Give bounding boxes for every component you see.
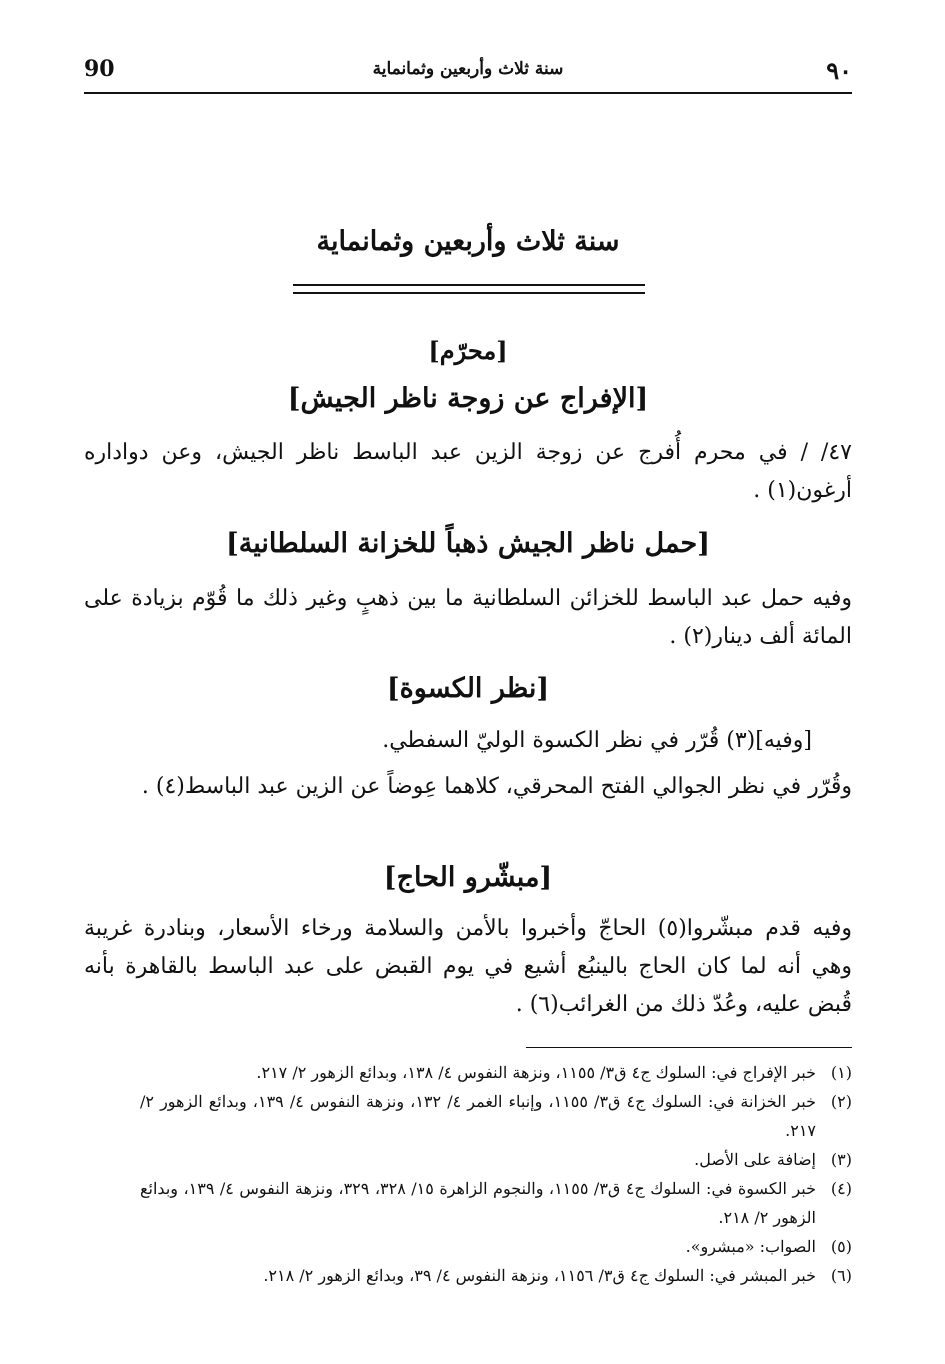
footnote-text: خبر الإفراج في: السلوك ج٤ ق٣/ ١١٥٥، ونزهة النفوس ٤/ ١٣٨، وبدائع الزهور ٢/ ٢١٧. xyxy=(256,1063,816,1082)
footnote-text: الصواب: «مبشرو». xyxy=(685,1237,816,1256)
footnote xyxy=(140,1087,852,1145)
paragraph: وفيه قدم مبشّروا(٥) الحاجّ وأخبروا بالأمن والسلامة ورخاء الأسعار، وبنادرة غريبة وهي أنه لما كان الحاج بالينبُع أشيع في يوم القبض على عبد الباسط بالقاهرة بأنه قُبض عليه، وعُدّ ذلك من الغرائب(٦) . xyxy=(84,916,853,1017)
footnote xyxy=(140,1261,852,1290)
footnote-number: (٣) xyxy=(830,1150,852,1169)
page-number-arabic: ٩٠ xyxy=(826,56,852,85)
footnote-separator xyxy=(526,1047,852,1048)
section-heading: [نظر الكسوة] xyxy=(386,673,550,704)
footnote-text: خبر الكسوة في: السلوك ج٤ ق٣/ ١١٥٥، والنجوم الزاهرة ١٥/ ٣٢٨، ٣٢٩، ونزهة النفوس ٤/ ١٣٩، وبدائع الزهور ٢/ ٢١٨. xyxy=(140,1179,817,1227)
footnote xyxy=(140,1174,852,1232)
section-heading: [حمل ناظر الجيش ذهباً للخزانة السلطانية] xyxy=(225,528,711,559)
month-heading: [محرّم] xyxy=(428,336,508,365)
footnote-number: (٢) xyxy=(830,1092,852,1111)
footnote-number: (٦) xyxy=(830,1266,852,1285)
footnote xyxy=(140,1232,852,1261)
footnote-number: (٤) xyxy=(830,1179,852,1198)
footnotes xyxy=(140,1058,852,1290)
section-heading: [الإفراج عن زوجة ناظر الجيش] xyxy=(287,383,649,414)
section-heading: [مبشّرو الحاج] xyxy=(383,862,553,893)
header-rule xyxy=(84,92,852,94)
chapter-title: سنة ثلاث وأربعين وثمانماية xyxy=(316,226,620,257)
footnote xyxy=(140,1058,852,1087)
footnote xyxy=(140,1145,852,1174)
paragraph: وفيه حمل عبد الباسط للخزائن السلطانية ما بين ذهبٍ وغير ذلك ما قُوّم بزيادة على المائة ألف دينار(٢) . xyxy=(84,586,852,649)
footnote-text: خبر الخزانة في: السلوك ج٤ ق٣/ ١١٥٥، وإنباء الغمر ٤/ ١٣٢، ونزهة النفوس ٤/ ١٣٩، وبدائع الزهور ٢/ ٢١٧. xyxy=(140,1092,817,1140)
footnote-number: (١) xyxy=(830,1063,852,1082)
running-title: سنة ثلاث وأربعين وثمانماية xyxy=(372,59,564,79)
footnote-text: إضافة على الأصل. xyxy=(694,1150,816,1169)
footnote-text: خبر المبشر في: السلوك ج٤ ق٣/ ١١٥٦، ونزهة النفوس ٤/ ٣٩، وبدائع الزهور ٢/ ٢١٨. xyxy=(263,1266,816,1285)
title-double-rule xyxy=(293,284,645,294)
running-header xyxy=(84,50,852,92)
footnote-number: (٥) xyxy=(830,1237,852,1256)
paragraph: ٤٧/ / في محرم أُفرج عن زوجة الزين عبد الباسط ناظر الجيش، وعن دواداره أرغون(١) . xyxy=(84,440,852,503)
paragraph: [وفيه](٣) قُرّر في نظر الكسوة الوليّ السفطي. xyxy=(382,728,812,753)
page-number-latin: 90 xyxy=(84,56,115,82)
paragraph: وقُرّر في نظر الجوالي الفتح المحرقي، كلاهما عِوضاً عن الزين عبد الباسط(٤) . xyxy=(141,774,852,799)
